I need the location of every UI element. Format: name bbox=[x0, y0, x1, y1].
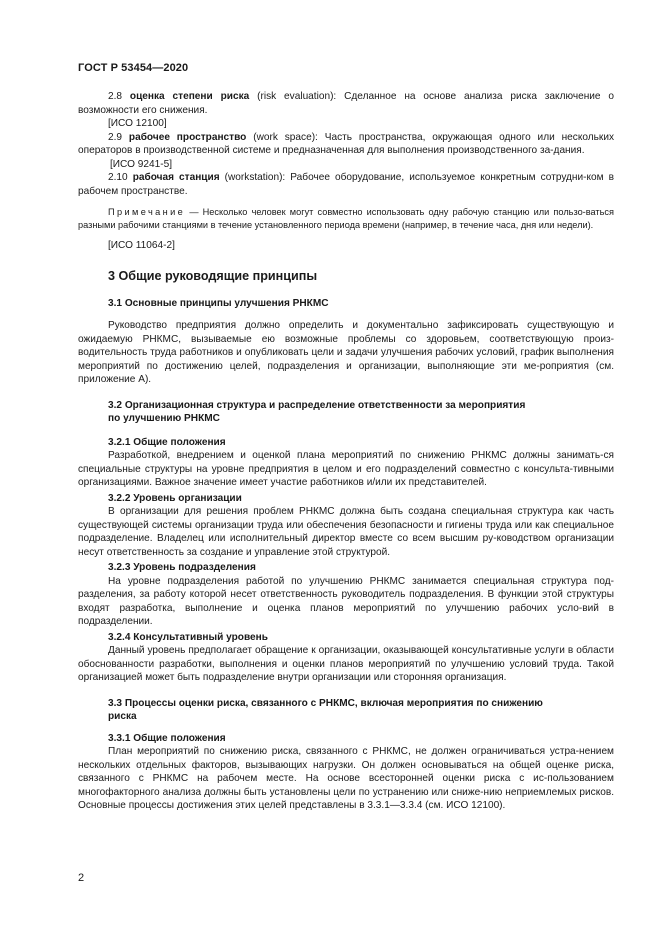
term-name: рабочая станция bbox=[132, 172, 220, 183]
section-3-3-title-line1: 3.3 Процессы оценки риска, связанного с РНКМС, включая мероприятия по снижению bbox=[108, 697, 543, 709]
section-3-3-1-title: 3.3.1 Общие положения bbox=[108, 732, 226, 744]
section-3-3-1-text: План мероприятий по снижению риска, связанного с РНКМС, не должен ограничиваться устра-нением нескольких отдельных факторов, вызывающих нагрузки. Он должен основываться на общей оценке риска, связанного с РНКМС на рабочем месте. На основе всесторонней оценки риска с ис-пользованием многофакторного анализа должны быть установлены цели по устранению или сниже-нию неприемлемых рисков. Основные процессы достижения этих целей представлены в 3.3.1—3.3.4 (см. ИСО 12100). bbox=[78, 746, 614, 811]
note-text: — Несколько человек могут совместно использовать одну рабочую станцию или пользо-ваться разными рабочими станциями в течение установленного периода времени (например, в течение часа, дня или недели). bbox=[78, 207, 614, 230]
section-3-1-text: Руководство предприятия должно определить и документально зафиксировать существующую и ожидаемую РНКМС, вызываемые ею возможные проблемы со здоровьем, соответствующую произ-водительность труда работников и опубликовать цели и задачи улучшения рабочих условий, график выполнения мероприятий по достижению целей, подразделения и организации, выполняющие эти ме-роприятия (см. приложение А). bbox=[78, 320, 614, 385]
term-2-10 bbox=[78, 171, 614, 198]
section-3-3-title bbox=[78, 697, 614, 724]
section-3-2-2-text: В организации для решения проблем РНКМС должна быть создана специальная структура как часть существующей системы организации труда или обеспечения безопасности и гигиены труда или как специальное подразделение. Владелец или исполнительный директор вместе со всем высшим ру-ководством организации несут ответственность за создание и управление этой структурой. bbox=[78, 506, 614, 558]
term-english: (work space): bbox=[253, 131, 318, 143]
section-3-3-title-line2: риска bbox=[108, 711, 137, 722]
section-3-title: 3 Общие руководящие принципы bbox=[108, 268, 318, 283]
term-number: 2.9 bbox=[108, 131, 123, 143]
note-label: Примечание bbox=[108, 207, 186, 217]
page-content bbox=[78, 90, 614, 813]
term-reference: [ИСО 12100] bbox=[108, 118, 167, 129]
term-name: рабочее пространство bbox=[128, 131, 247, 143]
section-3-2-1-text: Разработкой, внедрением и оценкой плана мероприятий по снижению РНКМС должны занимать-ся специальные структуры на уровне предприятия в целом и его подразделений совместно с консульта-тивными организациями. Важное значение имеет участие работников и/или их представителей. bbox=[78, 450, 614, 488]
term-number: 2.10 bbox=[108, 172, 128, 183]
section-3-2-4-title: 3.2.4 Консультативный уровень bbox=[108, 631, 268, 643]
term-definition: Рабочее оборудование, используемое конкретным сотрудни-ком в рабочем пространстве. bbox=[78, 172, 614, 197]
term-reference: [ИСО 9241-5] bbox=[110, 158, 173, 170]
term-number: 2.8 bbox=[108, 91, 123, 102]
term-english: (risk evaluation): bbox=[257, 91, 337, 102]
section-3-2-title bbox=[78, 399, 614, 426]
section-3-2-3-title: 3.2.3 Уровень подразделения bbox=[108, 562, 256, 573]
term-name: оценка степени риска bbox=[129, 91, 250, 102]
term-definition: Сделанное на основе анализа риска заключение о возможности его снижения. bbox=[78, 91, 614, 116]
document-header: ГОСТ Р 53454—2020 bbox=[78, 62, 189, 74]
term-2-8 bbox=[78, 90, 614, 117]
term-english: (workstation): bbox=[224, 172, 286, 183]
term-definition: Часть пространства, окружающая одного или нескольких операторов в производственной системе и предназначенная для выполнения производственного за-дания. bbox=[78, 131, 615, 156]
page-number: 2 bbox=[78, 872, 85, 884]
term-2-9 bbox=[78, 131, 614, 158]
note bbox=[78, 206, 614, 231]
note-reference: [ИСО 11064-2] bbox=[108, 240, 175, 251]
section-3-2-title-line2: по улучшению РНКМС bbox=[108, 413, 220, 424]
section-3-1-title: 3.1 Основные принципы улучшения РНКМС bbox=[108, 297, 329, 309]
section-3-2-1-title: 3.2.1 Общие положения bbox=[108, 436, 226, 448]
section-3-2-3-text: На уровне подразделения работой по улучшению РНКМС занимается специальная структура под-разделения, за работу которой несет ответственность руководитель подразделения. В функции этой структуры входят разработка, выполнение и оценка планов мероприятий по улучшению рабочих усло-вий в подразделении. bbox=[78, 575, 614, 627]
section-3-2-title-line1: 3.2 Организационная структура и распределение ответственности за мероприятия bbox=[108, 399, 526, 411]
section-3-2-4-text: Данный уровень предполагает обращение к организации, оказывающей консультативные услуги в области обоснованности разработки, выполнения и оценки планов мероприятий по улучшению условий труда. Такой организацией может быть подразделение внутри организации или сторонняя организация. bbox=[78, 645, 614, 683]
section-3-2-2-title: 3.2.2 Уровень организации bbox=[108, 492, 242, 504]
